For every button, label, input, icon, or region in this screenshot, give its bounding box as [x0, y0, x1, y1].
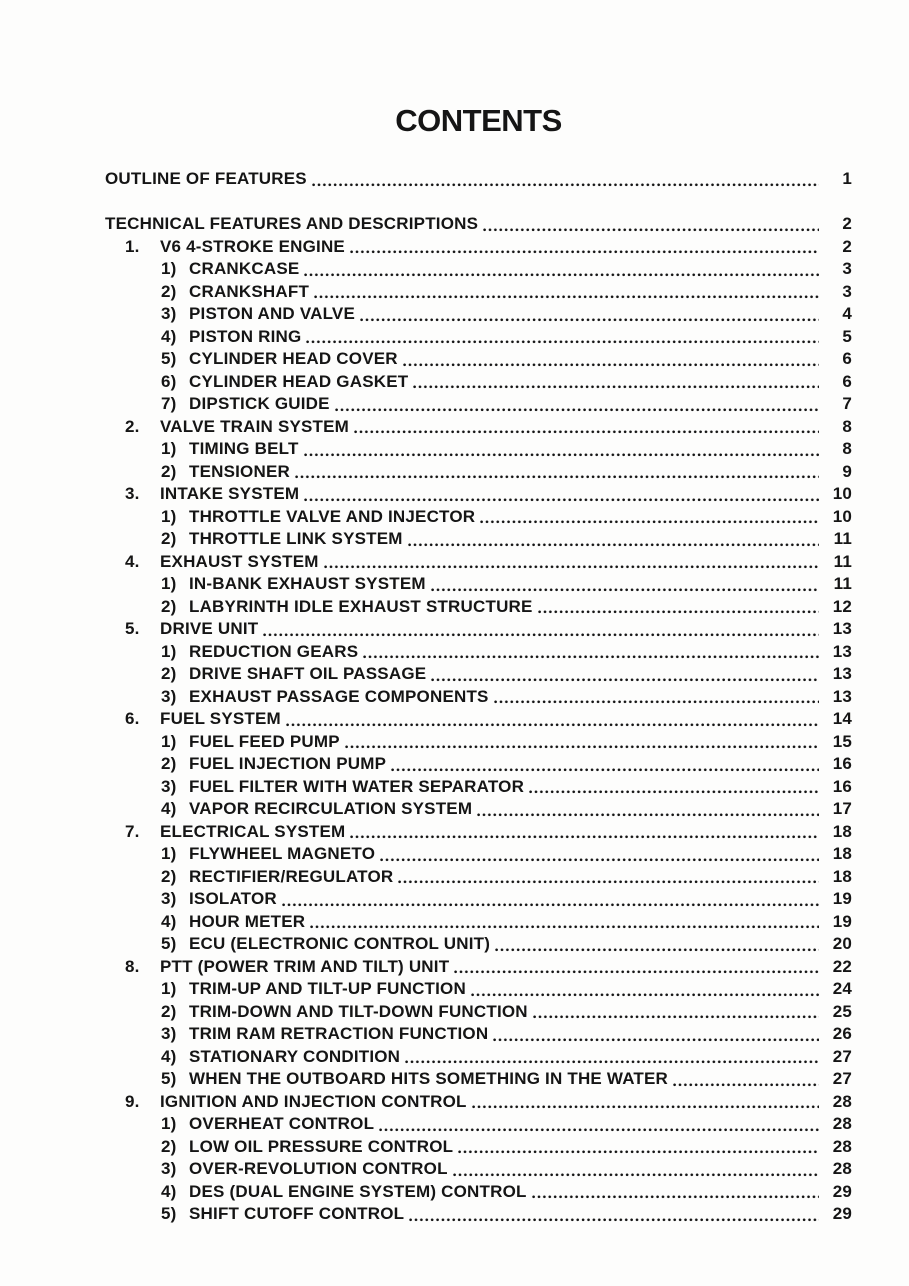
- toc-entry-page: 11: [833, 551, 852, 571]
- toc-entry-label: LABYRINTH IDLE EXHAUST STRUCTURE: [189, 596, 533, 616]
- toc-entry: [105, 821, 852, 844]
- toc-entry: [105, 686, 852, 709]
- dotted-leader: [302, 483, 822, 506]
- toc-entry-page: 6: [842, 371, 852, 391]
- toc-entry: [105, 798, 852, 821]
- toc-entry-number: 3): [161, 686, 177, 706]
- toc-entry-page: 6: [842, 349, 852, 368]
- toc-entry-label: THROTTLE VALVE AND INJECTOR: [189, 506, 476, 526]
- toc-entry-number: 3): [161, 1024, 177, 1043]
- dotted-leader: [470, 1091, 822, 1114]
- toc-entry-number: 7.: [125, 821, 140, 841]
- toc-entry-page: 19: [832, 889, 852, 908]
- toc-entry: [105, 528, 852, 551]
- toc-entry: [105, 1091, 852, 1114]
- dotted-leader: [310, 168, 822, 191]
- toc-entry: [105, 371, 852, 394]
- toc-entry-label: FUEL SYSTEM: [160, 709, 281, 728]
- toc-entry-page: 18: [832, 844, 852, 863]
- toc-entry: [105, 641, 852, 664]
- toc-entry: [105, 1113, 852, 1136]
- toc-entry: [105, 596, 852, 619]
- toc-entry-number: 2): [161, 1136, 177, 1156]
- toc-entry-label: CRANKCASE: [189, 259, 300, 278]
- toc-entry-page: 28: [832, 1091, 852, 1111]
- toc-entry-number: 2): [161, 1001, 177, 1021]
- toc-entry-page: 20: [832, 934, 852, 953]
- toc-entry-number: 4.: [125, 551, 140, 571]
- toc-entry-label: CYLINDER HEAD GASKET: [189, 371, 409, 391]
- toc-entry-number: 4): [161, 326, 177, 346]
- dotted-leader: [302, 438, 822, 461]
- dotted-leader: [293, 461, 822, 484]
- toc-entry: [105, 281, 852, 304]
- toc-entry-page: 8: [842, 416, 852, 436]
- toc-entry-label: TECHNICAL FEATURES AND DESCRIPTIONS: [105, 214, 479, 233]
- toc-entry: [105, 731, 852, 754]
- toc-entry-number: 1): [161, 979, 177, 998]
- toc-entry-page: 10: [832, 484, 852, 503]
- dotted-leader: [312, 281, 822, 304]
- dotted-leader: [671, 1068, 822, 1091]
- toc-entry-label: DIPSTICK GUIDE: [189, 394, 330, 413]
- toc-entry-label: ECU (ELECTRONIC CONTROL UNIT): [189, 934, 491, 953]
- toc-entry-label: TENSIONER: [189, 461, 290, 481]
- toc-entry: [105, 866, 852, 889]
- toc-entry-label: CYLINDER HEAD COVER: [189, 349, 398, 368]
- toc-entry-page: 3: [842, 281, 852, 301]
- toc-entry-number: 3.: [125, 484, 140, 503]
- toc-entry-label: EXHAUST SYSTEM: [160, 551, 319, 571]
- toc-entry: [105, 393, 852, 416]
- toc-entry-number: 5): [161, 1069, 177, 1088]
- dotted-leader: [361, 641, 822, 664]
- toc-entry-number: 3): [161, 889, 177, 908]
- toc-entry-label: EXHAUST PASSAGE COMPONENTS: [189, 686, 489, 706]
- toc-entry-number: 5): [161, 349, 177, 368]
- toc-entry-page: 17: [832, 799, 852, 818]
- toc-entry-number: 1): [161, 641, 177, 661]
- toc-entry-page: 4: [842, 304, 852, 323]
- dotted-leader: [377, 1113, 822, 1136]
- toc-entry-page: 22: [832, 956, 852, 976]
- toc-entry: [105, 888, 852, 911]
- dotted-leader: [469, 978, 822, 1001]
- dotted-leader: [452, 956, 822, 979]
- toc-entry-label: FUEL FILTER WITH WATER SEPARATOR: [189, 776, 525, 796]
- dotted-leader: [401, 348, 822, 371]
- dotted-leader: [481, 213, 822, 236]
- toc-entry-label: TIMING BELT: [189, 439, 299, 458]
- toc-entry-page: 29: [832, 1181, 852, 1201]
- toc-entry-number: 1): [161, 1114, 177, 1133]
- dotted-leader: [493, 933, 822, 956]
- toc-entry: [105, 438, 852, 461]
- dotted-leader: [396, 866, 822, 889]
- dotted-leader: [403, 1046, 822, 1069]
- toc-entry: [105, 213, 852, 236]
- toc-entry-page: 24: [832, 979, 852, 998]
- toc-entry-page: 2: [842, 236, 852, 256]
- toc-entry: [105, 776, 852, 799]
- toc-entry: [105, 303, 852, 326]
- toc-entry: [105, 258, 852, 281]
- toc-entry-page: 28: [832, 1114, 852, 1133]
- toc-entry-page: 2: [842, 214, 852, 233]
- toc-entry: [105, 933, 852, 956]
- toc-entry-page: 12: [832, 596, 852, 616]
- dotted-leader: [429, 663, 822, 686]
- toc-entry-page: 7: [842, 394, 852, 413]
- dotted-leader: [284, 708, 822, 731]
- dotted-leader: [530, 1181, 822, 1204]
- dotted-leader: [302, 258, 822, 281]
- toc-entry: [105, 236, 852, 259]
- toc-entry: [105, 168, 852, 191]
- dotted-leader: [358, 303, 822, 326]
- toc-entry: [105, 1181, 852, 1204]
- toc-entry-page: 13: [832, 619, 852, 638]
- toc-entry-label: ISOLATOR: [189, 889, 277, 908]
- toc-entry: [105, 1001, 852, 1024]
- toc-entry-page: 11: [833, 529, 852, 548]
- toc-entry-page: 29: [832, 1204, 852, 1223]
- toc-entry-label: THROTTLE LINK SYSTEM: [189, 529, 403, 548]
- toc-entry-label: OUTLINE OF FEATURES: [105, 169, 307, 188]
- dotted-leader: [411, 371, 822, 394]
- dotted-leader: [531, 1001, 822, 1024]
- toc-entry-label: STATIONARY CONDITION: [189, 1046, 401, 1066]
- toc-entry: [105, 843, 852, 866]
- dotted-leader: [478, 506, 822, 529]
- dotted-leader: [475, 798, 822, 821]
- toc-entry-page: 8: [842, 439, 852, 458]
- toc-entry: [105, 348, 852, 371]
- dotted-leader: [333, 393, 822, 416]
- toc-entry-label: OVERHEAT CONTROL: [189, 1114, 375, 1133]
- toc-entry-page: 19: [832, 911, 852, 931]
- toc-entry-number: 4): [161, 911, 177, 931]
- dotted-leader: [406, 528, 822, 551]
- toc-entry-number: 7): [161, 394, 177, 413]
- dotted-leader: [352, 416, 822, 439]
- toc-entry-number: 4): [161, 1046, 177, 1066]
- toc-entry-label: PTT (POWER TRIM AND TILT) UNIT: [160, 956, 450, 976]
- toc-entry-label: DRIVE SHAFT OIL PASSAGE: [189, 664, 427, 683]
- toc-entry-page: 27: [832, 1069, 852, 1088]
- toc-entry-number: 2): [161, 664, 177, 683]
- toc-entry-label: IN-BANK EXHAUST SYSTEM: [189, 574, 426, 593]
- toc-entry: [105, 506, 852, 529]
- toc-entry-label: FUEL INJECTION PUMP: [189, 754, 387, 773]
- toc-entry-page: 5: [842, 326, 852, 346]
- toc-entry-number: 9.: [125, 1091, 140, 1111]
- toc-entry-label: RECTIFIER/REGULATOR: [189, 866, 394, 886]
- dotted-leader: [348, 236, 822, 259]
- toc-entry-number: 6): [161, 371, 177, 391]
- toc-entry-page: 3: [842, 259, 852, 278]
- toc-entry-label: PISTON AND VALVE: [189, 304, 355, 323]
- toc-entry-page: 13: [832, 641, 852, 661]
- toc-entry-page: 28: [832, 1136, 852, 1156]
- toc-entry-number: 1.: [125, 236, 140, 256]
- toc-entry: [105, 978, 852, 1001]
- toc-entry-number: 5): [161, 934, 177, 953]
- toc-entry-page: 18: [832, 821, 852, 841]
- toc-entry-number: 2): [161, 866, 177, 886]
- toc-entry-label: FUEL FEED PUMP: [189, 731, 340, 751]
- toc-entry-page: 27: [832, 1046, 852, 1066]
- toc-entry: [105, 753, 852, 776]
- toc-entry-page: 14: [832, 709, 852, 728]
- toc-entry-label: TRIM-DOWN AND TILT-DOWN FUNCTION: [189, 1001, 528, 1021]
- toc-entry-number: 2): [161, 754, 177, 773]
- dotted-leader: [304, 326, 822, 349]
- toc-entry-page: 18: [832, 866, 852, 886]
- dotted-leader: [261, 618, 822, 641]
- toc-entry: [105, 956, 852, 979]
- toc-entry: [105, 1023, 852, 1046]
- toc-entry: [105, 1203, 852, 1226]
- toc-entry: [105, 326, 852, 349]
- toc-entry-number: 5.: [125, 619, 140, 638]
- toc-entry-number: 1): [161, 439, 177, 458]
- toc-entry-label: PISTON RING: [189, 326, 302, 346]
- toc-entry: [105, 1046, 852, 1069]
- toc-entry-number: 2): [161, 461, 177, 481]
- toc-entry-number: 1): [161, 506, 177, 526]
- toc-entry-number: 6.: [125, 709, 140, 728]
- toc-entry-label: ELECTRICAL SYSTEM: [160, 821, 346, 841]
- toc-entry-label: REDUCTION GEARS: [189, 641, 359, 661]
- toc-entry-page: 25: [832, 1001, 852, 1021]
- toc-entry-label: VALVE TRAIN SYSTEM: [160, 416, 350, 436]
- toc-entry-page: 13: [832, 664, 852, 683]
- dotted-leader: [378, 843, 822, 866]
- toc-entry-number: 1): [161, 574, 177, 593]
- toc-entry-page: 15: [832, 731, 852, 751]
- toc-list: [105, 168, 852, 1226]
- toc-entry-number: 3): [161, 776, 177, 796]
- toc-entry-page: 28: [832, 1159, 852, 1178]
- toc-entry-page: 1: [842, 169, 852, 188]
- dotted-leader: [451, 1158, 822, 1181]
- toc-entry-page: 11: [833, 574, 852, 593]
- toc-entry: [105, 618, 852, 641]
- toc-entry-label: DES (DUAL ENGINE SYSTEM) CONTROL: [189, 1181, 527, 1201]
- dotted-leader: [527, 776, 822, 799]
- dotted-leader: [280, 888, 822, 911]
- toc-entry: [105, 551, 852, 574]
- toc-entry-page: 10: [832, 506, 852, 526]
- toc-entry-label: WHEN THE OUTBOARD HITS SOMETHING IN THE WATER: [189, 1069, 669, 1088]
- toc-entry-number: 4): [161, 1181, 177, 1201]
- toc-entry-label: CRANKSHAFT: [189, 281, 310, 301]
- toc-entry-label: INTAKE SYSTEM: [160, 484, 300, 503]
- toc-entry-page: 26: [832, 1024, 852, 1043]
- toc-entry-number: 5): [161, 1204, 177, 1223]
- toc-entry-number: 2.: [125, 416, 140, 436]
- toc-entry-page: 16: [832, 776, 852, 796]
- toc-entry: [105, 483, 852, 506]
- toc-entry-number: 2): [161, 596, 177, 616]
- toc-entry-number: 3): [161, 304, 177, 323]
- toc-entry-number: 4): [161, 799, 177, 818]
- dotted-leader: [322, 551, 822, 574]
- dotted-leader: [407, 1203, 822, 1226]
- dotted-leader: [429, 573, 822, 596]
- toc-entry: [105, 416, 852, 439]
- dotted-leader: [536, 596, 822, 619]
- toc-entry-number: 1): [161, 731, 177, 751]
- dotted-leader: [491, 1023, 822, 1046]
- toc-entry: [105, 573, 852, 596]
- toc-entry: [105, 1068, 852, 1091]
- toc-entry-number: 2): [161, 529, 177, 548]
- toc-entry-label: FLYWHEEL MAGNETO: [189, 844, 376, 863]
- toc-entry: [105, 911, 852, 934]
- dotted-leader: [389, 753, 822, 776]
- toc-entry-label: SHIFT CUTOFF CONTROL: [189, 1204, 405, 1223]
- dotted-leader: [308, 911, 822, 934]
- toc-entry-page: 16: [832, 754, 852, 773]
- dotted-leader: [348, 821, 822, 844]
- dotted-leader: [343, 731, 822, 754]
- toc-entry-label: VAPOR RECIRCULATION SYSTEM: [189, 799, 473, 818]
- toc-entry-label: TRIM RAM RETRACTION FUNCTION: [189, 1024, 489, 1043]
- toc-entry-number: 1): [161, 844, 177, 863]
- toc-content: [105, 104, 852, 1226]
- toc-entry: [105, 1158, 852, 1181]
- toc-entry-number: 1): [161, 259, 177, 278]
- toc-entry: [105, 663, 852, 686]
- toc-entry: [105, 1136, 852, 1159]
- toc-entry-number: 3): [161, 1159, 177, 1178]
- toc-entry: [105, 461, 852, 484]
- toc-entry-number: 2): [161, 281, 177, 301]
- toc-entry-label: OVER-REVOLUTION CONTROL: [189, 1159, 448, 1178]
- dotted-leader: [456, 1136, 822, 1159]
- dotted-leader: [492, 686, 822, 709]
- toc-entry-number: 8.: [125, 956, 140, 976]
- toc-entry-label: HOUR METER: [189, 911, 306, 931]
- toc-entry-page: 9: [842, 461, 852, 481]
- toc-entry-label: LOW OIL PRESSURE CONTROL: [189, 1136, 454, 1156]
- toc-entry-label: V6 4-STROKE ENGINE: [160, 236, 345, 256]
- toc-entry-label: IGNITION AND INJECTION CONTROL: [160, 1091, 467, 1111]
- toc-entry-label: TRIM-UP AND TILT-UP FUNCTION: [189, 979, 466, 998]
- toc-entry-page: 13: [832, 686, 852, 706]
- toc-entry-label: DRIVE UNIT: [160, 619, 259, 638]
- page-title: CONTENTS: [395, 103, 562, 138]
- toc-entry: [105, 708, 852, 731]
